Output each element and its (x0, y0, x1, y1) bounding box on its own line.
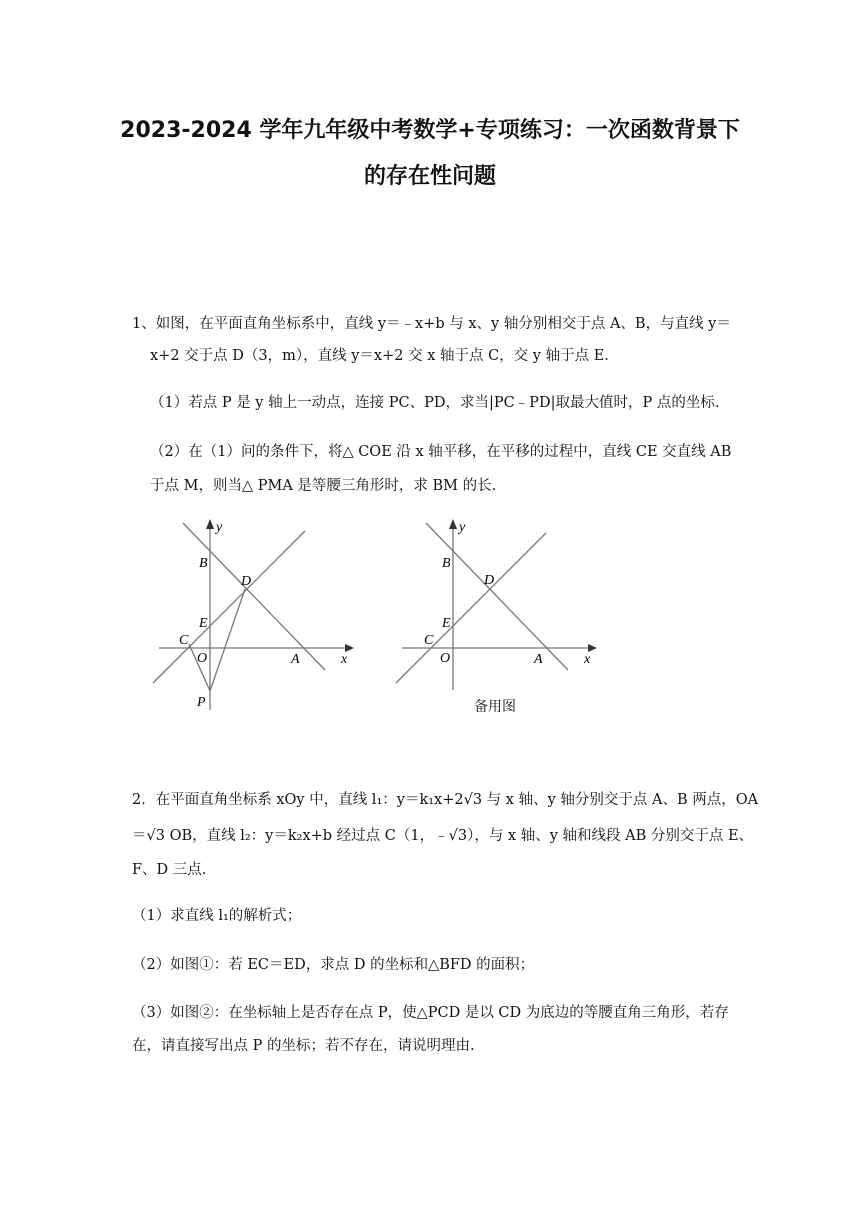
label-e: E (442, 616, 451, 631)
segment-pd (210, 589, 245, 691)
q2-part-2: （2）如图①：若 EC＝ED，求点 D 的坐标和△BFD 的面积； (132, 957, 535, 973)
q2-part-3-line-2: 在，请直接写出点 P 的坐标；若不存在，请说明理由. (132, 1038, 475, 1054)
line-ce (153, 531, 305, 683)
q1-part-2-line-1: （2）在（1）问的条件下，将△ COE 沿 x 轴平移，在平移的过程中，直线 CE 交直线 AB (150, 444, 732, 460)
y-arrow (449, 519, 457, 529)
label-b: B (442, 556, 451, 571)
figure-1 (145, 515, 365, 719)
title-line-1: 2023-2024 学年九年级中考数学+专项练习：一次函数背景下 (120, 118, 740, 143)
figure-1-svg (145, 515, 365, 715)
label-e: E (199, 616, 208, 631)
label-a: A (534, 652, 543, 667)
q1-line-2: x+2 交于点 D（3，m），直线 y＝x+2 交 x 轴于点 C，交 y 轴于点 E. (150, 348, 609, 364)
x-arrow (588, 644, 597, 652)
label-y: y (216, 520, 223, 535)
y-arrow (206, 519, 214, 529)
label-o: O (440, 651, 451, 666)
label-a: A (291, 652, 300, 667)
label-x: x (341, 652, 348, 667)
label-p: P (197, 695, 206, 710)
label-x: x (584, 652, 591, 667)
label-o: O (197, 651, 208, 666)
title-line-2: 的存在性问题 (363, 164, 496, 189)
figure-2-svg (388, 515, 608, 715)
label-d: D (484, 573, 495, 588)
q2-part-3-line-1: （3）如图②：在坐标轴上是否存在点 P，使△PCD 是以 CD 为底边的等腰直角三角形，若存 (132, 1005, 729, 1021)
label-d: D (241, 574, 252, 589)
q2-part-1: （1）求直线 l₁的解析式； (132, 908, 302, 924)
q1-part-1: （1）若点 P 是 y 轴上一动点，连接 PC、PD，求当|PC﹣PD|取最大值时，P 点的坐标. (150, 395, 720, 411)
page-title (60, 108, 800, 200)
q1-line-1: 1、如图，在平面直角坐标系中，直线 y＝﹣x+b 与 x、y 轴分别相交于点 A、B，与直线 y＝ (132, 316, 731, 332)
figure-2-caption: 备用图 (474, 699, 516, 715)
label-b: B (199, 556, 208, 571)
figure-2 (388, 515, 608, 719)
label-c: C (424, 633, 434, 648)
q2-line-3: F、D 三点. (132, 862, 207, 878)
line-ce (396, 533, 546, 683)
q1-part-2-line-2: 于点 M，则当△ PMA 是等腰三角形时，求 BM 的长. (150, 478, 497, 494)
x-arrow (345, 644, 354, 652)
q2-line-2: ＝√3 OB，直线 l₂：y＝k₂x+b 经过点 C（1，﹣√3），与 x 轴、y 轴和线段 AB 分别交于点 E、 (132, 828, 754, 844)
label-y: y (459, 520, 466, 535)
label-c: C (179, 633, 189, 648)
q2-line-1: 2．在平面直角坐标系 xOy 中，直线 l₁：y＝k₁x+2√3 与 x 轴、y 轴分别交于点 A、B 两点，OA (132, 792, 759, 808)
